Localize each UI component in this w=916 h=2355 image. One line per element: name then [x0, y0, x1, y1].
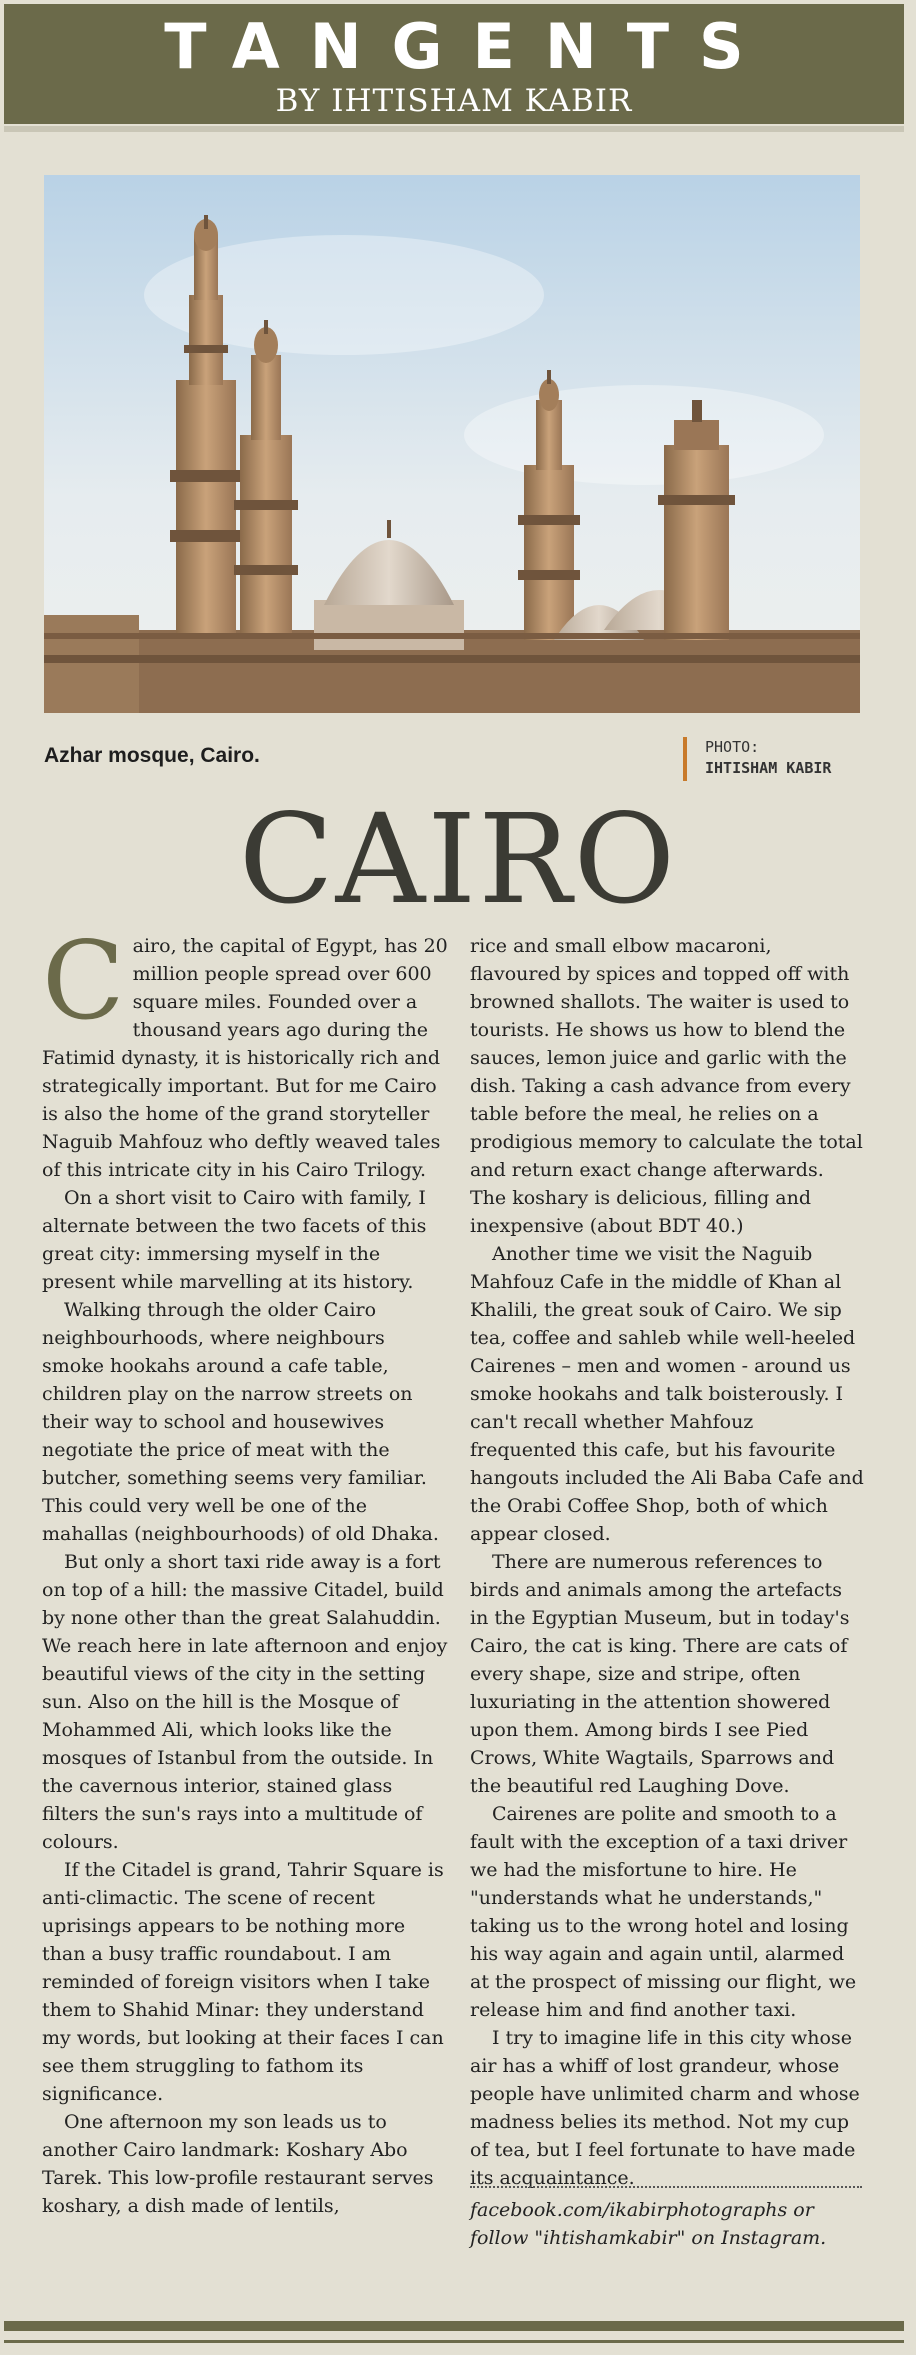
paragraph: One afternoon my son leads us to another Cairo landmark: Koshary Abo Tarek. This low-profile restaurant serves koshary, a dish made of lentils,: [42, 2111, 434, 2217]
column-title: TANGENTS: [164, 10, 774, 83]
paragraph: Walking through the older Cairo neighbourhoods, where neighbours smoke hookahs around a cafe table, children play on the narrow streets on their way to school and housewives negotiate the price of meat with the butcher, something seems very familiar. This could very well be one of the mahallas (neighbourhoods) of old Dhaka.: [42, 1299, 439, 1545]
photo-caption: Azhar mosque, Cairo.: [44, 744, 260, 767]
mosque-photo: [44, 175, 860, 713]
article-headline: CAIRO: [238, 788, 678, 932]
article-column-left: [42, 919, 452, 2220]
paragraph: If the Citadel is grand, Tahrir Square is anti-climactic. The scene of recent uprisings appears to be nothing more than a busy traffic roundabout. I am reminded of foreign visitors when I take them to Shahid Minar: they understand my words, but looking at their faces I can see them struggling to fathom its significance.: [42, 1859, 444, 2105]
bottom-rule-thin: [4, 2340, 904, 2343]
credit-accent-bar: [683, 737, 687, 781]
byline: BY IHTISHAM KABIR: [275, 83, 633, 119]
paragraph: Another time we visit the Naguib Mahfouz Cafe in the middle of Khan al Khalili, the great souk of Cairo. We sip tea, coffee and sahleb while well-heeled Cairenes – men and women - around us smoke hookahs and talk boisterously. I can't recall whether Mahfouz frequented this cafe, but his favourite hangouts included the Ali Baba Cafe and the Orabi Coffee Shop, both of which appear closed.: [470, 1243, 864, 1545]
article-column-right: [470, 932, 865, 2192]
social-footer-note: facebook.com/ikabirphotographs or follow "ihtishamkabir" on Instagram.: [470, 2199, 827, 2249]
bottom-rule: [4, 2321, 904, 2331]
footer-divider: [470, 2186, 862, 2188]
paragraph: Cairo, the capital of Egypt, has 20 million people spread over 600 square miles. Founded over a thousand years ago during the Fatimid dynasty, it is historically rich and strategically important. But for me Cairo is also the home of the grand storyteller Naguib Mahfouz who deftly weaved tales of this intricate city in his Cairo Trilogy.: [42, 919, 448, 1181]
paragraph: On a short visit to Cairo with family, I alternate between the two facets of this great city: immersing myself in the present while marvelling at its history.: [42, 1187, 427, 1293]
paragraph: There are numerous references to birds and animals among the artefacts in the Egyptian Museum, but in today's Cairo, the cat is king. There are cats of every shape, size and stripe, often luxuriating in the attention showered upon them. Among birds I see Pied Crows, White Wagtails, Sparrows and the beautiful red Laughing Dove.: [470, 1551, 850, 1797]
photo-credit-label: PHOTO:: [705, 738, 760, 756]
paragraph: rice and small elbow macaroni, flavoured by spices and topped off with browned shallots. The waiter is used to tourists. He shows us how to blend the sauces, lemon juice and garlic with the dish. Taking a cash advance from every table before the meal, he relies on a prodigious memory to calculate the total and return exact change afterwards. The koshary is delicious, filling and inexpensive (about BDT 40.): [470, 935, 863, 1237]
paragraph: I try to imagine life in this city whose air has a whiff of lost grandeur, whose people have unlimited charm and whose madness belies its method. Not my cup of tea, but I feel fortunate to have made its acquaintance.: [470, 2027, 860, 2189]
mosque-illustration: [44, 175, 860, 713]
paragraph: But only a short taxi ride away is a fort on top of a hill: the massive Citadel, build by none other than the great Salahuddin. We reach here in late afternoon and enjoy beautiful views of the city in the setting sun. Also on the hill is the Mosque of Mohammed Ali, which looks like the mosques of Istanbul from the outside. In the cavernous interior, stained glass filters the sun's rays into a multitude of colours.: [42, 1551, 448, 1853]
header-rule: [4, 126, 904, 132]
photo-credit-name: IHTISHAM KABIR: [705, 759, 832, 777]
column-header: [4, 4, 904, 124]
drop-cap: C: [42, 919, 125, 1044]
paragraph: Cairenes are polite and smooth to a fault with the exception of a taxi driver we had the misfortune to hire. He "understands what he understands," taking us to the wrong hotel and losing his way again and again until, alarmed at the prospect of missing our flight, we release him and find another taxi.: [470, 1803, 857, 2021]
